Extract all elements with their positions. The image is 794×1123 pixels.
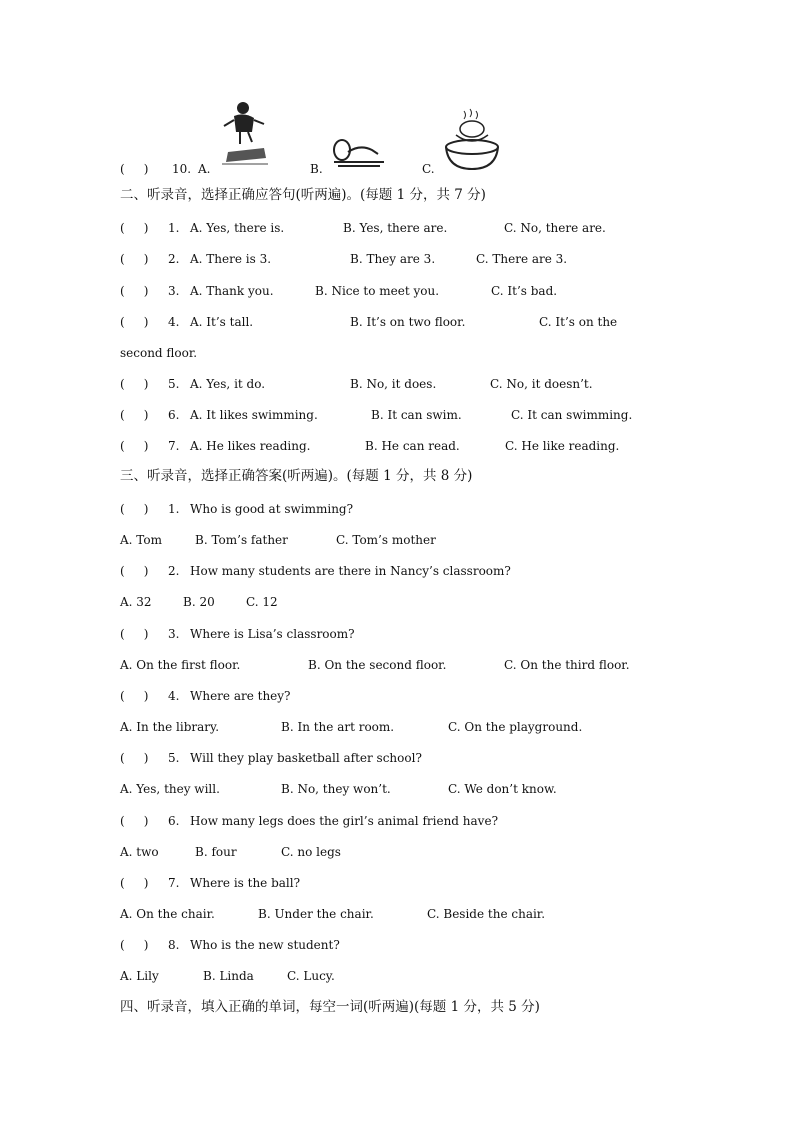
option-b: B. It can swim. bbox=[371, 408, 462, 422]
question-10 bbox=[0, 161, 435, 177]
option-b: B. They are 3. bbox=[350, 252, 436, 266]
option-a: A. two bbox=[120, 845, 159, 859]
question-number: 8. bbox=[168, 938, 180, 952]
option-c: C. 12 bbox=[246, 595, 278, 609]
answer-blank: ( ) bbox=[120, 564, 149, 578]
question-text: How many legs does the girl’s animal friend have? bbox=[190, 814, 498, 828]
answer-blank: ( ) bbox=[120, 377, 149, 391]
option-b: B. He can read. bbox=[365, 439, 460, 453]
answer-blank: ( ) bbox=[120, 627, 149, 641]
option-c: C. It’s on the bbox=[539, 315, 618, 329]
option-a: A. It likes swimming. bbox=[190, 408, 318, 422]
question-number: 5. bbox=[168, 751, 180, 765]
option-b: B. Under the chair. bbox=[258, 907, 374, 921]
option-b: B. It’s on two floor. bbox=[350, 315, 466, 329]
option-c: C. There are 3. bbox=[476, 252, 568, 266]
option-a: A. 32 bbox=[120, 595, 152, 609]
question-number: 1. bbox=[168, 502, 180, 516]
question-number: 3. bbox=[168, 627, 180, 641]
swimming-picture bbox=[330, 134, 388, 168]
option-b: B. 20 bbox=[183, 595, 215, 609]
option-b: B. Tom’s father bbox=[195, 533, 288, 547]
answer-blank: ( ) bbox=[120, 408, 149, 422]
option-a: A. Yes, there is. bbox=[190, 221, 285, 235]
option-b: B. In the art room. bbox=[281, 720, 395, 734]
option-a: A. In the library. bbox=[120, 720, 220, 734]
answer-blank: ( ) bbox=[120, 814, 149, 828]
question-text: How many students are there in Nancy’s classroom? bbox=[190, 564, 511, 578]
question-text: Will they play basketball after school? bbox=[190, 751, 422, 765]
section-2-heading: 二、听录音，选择正确应答句(听两遍)。(每题 1 分，共 7 分) bbox=[120, 187, 486, 203]
answer-blank: ( ) bbox=[120, 221, 149, 235]
option-c: C. He like reading. bbox=[505, 439, 620, 453]
option-b: B. No, they won’t. bbox=[281, 782, 391, 796]
skating-picture bbox=[218, 100, 270, 168]
answer-blank: ( ) bbox=[120, 751, 149, 765]
option-c: C. no legs bbox=[281, 845, 341, 859]
option-a: A. Tom bbox=[120, 533, 162, 547]
answer-blank: ( ) bbox=[120, 938, 149, 952]
question-text: Where are they? bbox=[190, 689, 291, 703]
answer-blank: ( ) bbox=[120, 502, 149, 516]
option-c: C. Tom’s mother bbox=[336, 533, 436, 547]
option-a: A. Lily bbox=[120, 969, 159, 983]
question-number: 7. bbox=[168, 876, 180, 890]
option-a: A. Thank you. bbox=[190, 284, 274, 298]
option-c: C. No, it doesn’t. bbox=[490, 377, 593, 391]
option-b: B. No, it does. bbox=[350, 377, 437, 391]
option-b: B. Nice to meet you. bbox=[315, 284, 440, 298]
option-b: B. four bbox=[195, 845, 237, 859]
answer-blank: ( ) bbox=[120, 689, 149, 703]
option-a: A. On the chair. bbox=[120, 907, 215, 921]
section-4-heading: 四、听录音，填入正确的单词，每空一词(听两遍)(每题 1 分，共 5 分) bbox=[120, 999, 540, 1015]
question-text: Where is Lisa’s classroom? bbox=[190, 627, 355, 641]
question-number: 7. bbox=[168, 439, 180, 453]
question-text: Where is the ball? bbox=[190, 876, 301, 890]
question-number: 6. bbox=[168, 814, 180, 828]
question-number: 2. bbox=[168, 564, 180, 578]
question-text: Who is the new student? bbox=[190, 938, 340, 952]
option-c-label: C. bbox=[422, 162, 435, 176]
answer-blank: ( ) bbox=[120, 252, 149, 266]
option-b: B. Yes, there are. bbox=[343, 221, 448, 235]
option-b-label: B. bbox=[310, 162, 323, 176]
question-number: 6. bbox=[168, 408, 180, 422]
option-a: A. Yes, it do. bbox=[190, 377, 266, 391]
option-a: A. There is 3. bbox=[190, 252, 272, 266]
option-b: B. On the second floor. bbox=[308, 658, 447, 672]
cooking-pot-picture bbox=[442, 107, 502, 173]
question-number: 4. bbox=[168, 689, 180, 703]
question-number: 3. bbox=[168, 284, 180, 298]
option-c: C. On the playground. bbox=[448, 720, 583, 734]
option-a-label: A. bbox=[198, 162, 211, 176]
option-c: C. It can swimming. bbox=[511, 408, 633, 422]
option-b: B. Linda bbox=[203, 969, 254, 983]
option-a: A. Yes, they will. bbox=[120, 782, 220, 796]
option-c: C. It’s bad. bbox=[491, 284, 558, 298]
answer-blank: ( ) bbox=[120, 876, 149, 890]
answer-blank: ( ) bbox=[120, 162, 149, 176]
question-number: 1. bbox=[168, 221, 180, 235]
option-c: C. We don’t know. bbox=[448, 782, 557, 796]
option-c: C. Lucy. bbox=[287, 969, 335, 983]
answer-blank: ( ) bbox=[120, 315, 149, 329]
option-c: C. No, there are. bbox=[504, 221, 606, 235]
section-3-heading: 三、听录音，选择正确答案(听两遍)。(每题 1 分，共 8 分) bbox=[120, 468, 473, 484]
option-c: C. On the third floor. bbox=[504, 658, 630, 672]
option-a: A. It’s tall. bbox=[190, 315, 254, 329]
question-text: Who is good at swimming? bbox=[190, 502, 354, 516]
option-a: A. On the first floor. bbox=[120, 658, 241, 672]
question-number: 10. bbox=[172, 162, 192, 176]
answer-blank: ( ) bbox=[120, 284, 149, 298]
question-number: 5. bbox=[168, 377, 180, 391]
question-number: 2. bbox=[168, 252, 180, 266]
option-a: A. He likes reading. bbox=[190, 439, 311, 453]
option-c: C. Beside the chair. bbox=[427, 907, 546, 921]
question-number: 4. bbox=[168, 315, 180, 329]
option-c-continued: second floor. bbox=[120, 346, 198, 360]
answer-blank: ( ) bbox=[120, 439, 149, 453]
